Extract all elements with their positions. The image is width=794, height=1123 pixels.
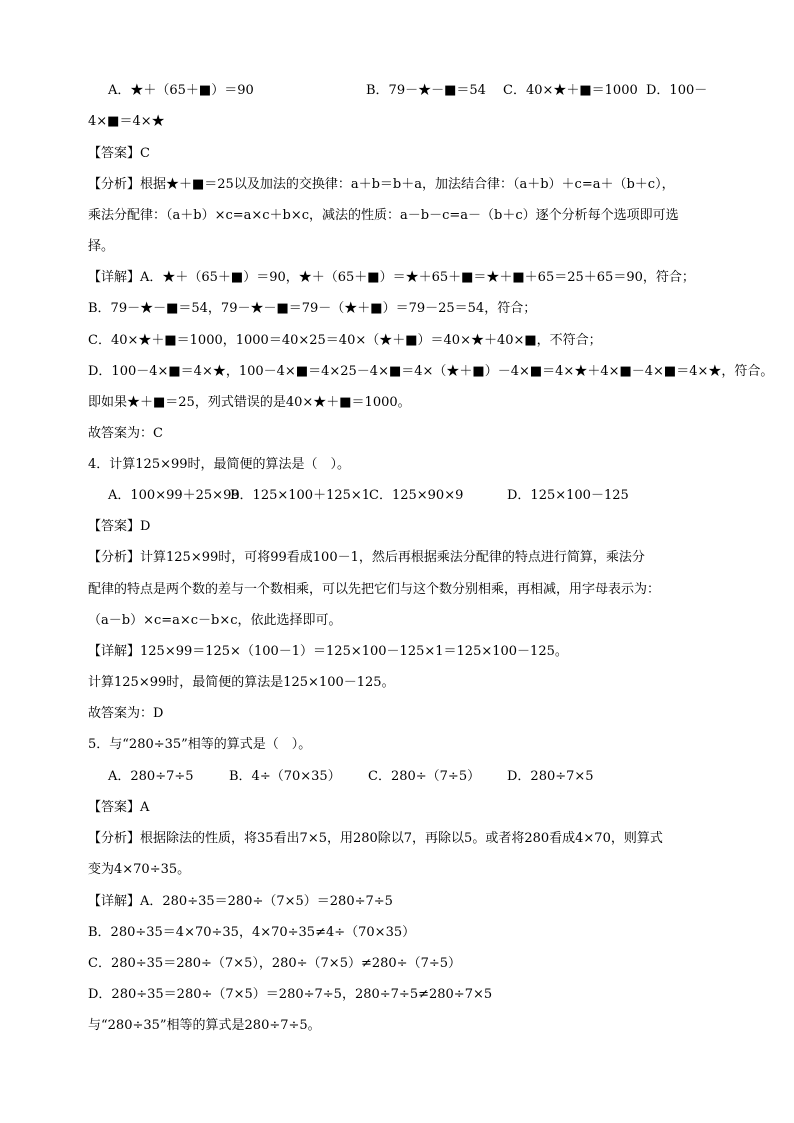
q3-detail-b: B．79－★－■＝54，79－★－■＝79－（★＋■）＝79－25＝54，符合； [88,301,537,316]
q4-analysis-line-2: 配律的特点是两个数的差与一个数相乘，可以先把它们与这个数分别相乘，再相减，用字母表示为： [88,582,661,597]
q3-option-b: B．79－★－■＝54 [366,83,486,98]
q5-detail-a: 【详解】A．280÷35＝280÷（7×5）＝280÷7÷5 [88,894,393,909]
q5-option-b: B．4÷（70×35） [229,769,341,784]
q3-option-a: A．★＋（65＋■）＝90 [108,83,254,98]
q3-detail-c: C．40×★＋■＝1000，1000＝40×25＝40×（★＋■）＝40×★＋40×■，不符合； [88,333,602,348]
q5-detail-c: C．280÷35＝280÷（7×5），280÷（7×5）≠280÷（7÷5） [88,956,462,971]
q4-answer: 【答案】D [88,519,151,534]
q3-analysis-line-2: 乘法分配律：（a＋b）×c=a×c＋b×c，减法的性质：a－b－c=a－（b＋c）逐个分析每个选项即可选 [88,208,679,223]
q3-option-d: D．100－ [646,83,708,98]
q3-final-answer: 故答案为：C [88,426,163,441]
q4-option-b: B．125×100＋125×1 [230,488,371,503]
q3-analysis-line-1: 【分析】根据★＋■＝25以及加法的交换律：a＋b＝b＋a，加法结合律：（a＋b）＋c=a＋（b＋c）， [88,177,675,192]
q4-option-d: D．125×100－125 [507,488,629,503]
q5-analysis-line-1: 【分析】根据除法的性质，将35看出7×5，用280除以7，再除以5。或者将280看成4×70，则算式 [88,831,663,846]
q3-option-c: C．40×★＋■＝1000 [503,83,638,98]
q5-conclusion: 与“280÷35”相等的算式是280÷7÷5。 [88,1018,321,1033]
q5-detail-d: D．280÷35＝280÷（7×5）＝280÷7÷5，280÷7÷5≠280÷7×5 [88,987,493,1002]
q3-analysis-line-3: 择。 [88,239,115,254]
q4-analysis-line-3: （a－b）×c=a×c－b×c，依此选择即可。 [88,613,342,628]
q4-conclusion: 计算125×99时，最简便的算法是125×100－125。 [88,675,395,690]
q5-option-a: A．280÷7÷5 [108,769,194,784]
q3-detail-d: D．100－4×■＝4×★，100－4×■＝4×25－4×■＝4×（★＋■）－4×■＝4×★＋4×■－4×■＝4×★，符合。 [88,364,774,379]
q4-option-c: C．125×90×9 [369,488,464,503]
q4-stem: 4．计算125×99时，最简便的算法是（ ）。 [88,457,351,472]
q4-detail: 【详解】125×99＝125×（100－1）＝125×100－125×1＝125×100－125。 [88,644,568,659]
q4-option-a: A．100×99＋25×99 [108,488,240,503]
q3-detail-a: 【详解】A．★＋（65＋■）＝90，★＋（65＋■）＝★＋65＋■＝★＋■＋65＝25＋65＝90，符合； [88,270,695,285]
q3-answer: 【答案】C [88,146,150,161]
q5-option-c: C．280÷（7÷5） [368,769,481,784]
q4-analysis-line-1: 【分析】计算125×99时，可将99看成100－1，然后再根据乘法分配律的特点进行简算，乘法分 [88,550,645,565]
q3-option-d-continued: 4×■＝4×★ [88,114,165,129]
q5-analysis-line-2: 变为4×70÷35。 [88,862,191,877]
q5-option-d: D．280÷7×5 [507,769,594,784]
q4-final-answer: 故答案为：D [88,706,164,721]
q5-detail-b: B．280÷35＝4×70÷35，4×70÷35≠4÷（70×35） [88,925,416,940]
q5-answer: 【答案】A [88,800,150,815]
q3-conclusion: 即如果★＋■＝25，列式错误的是40×★＋■＝1000。 [88,395,411,410]
q5-stem: 5．与“280÷35”相等的算式是（ ）。 [88,737,312,752]
